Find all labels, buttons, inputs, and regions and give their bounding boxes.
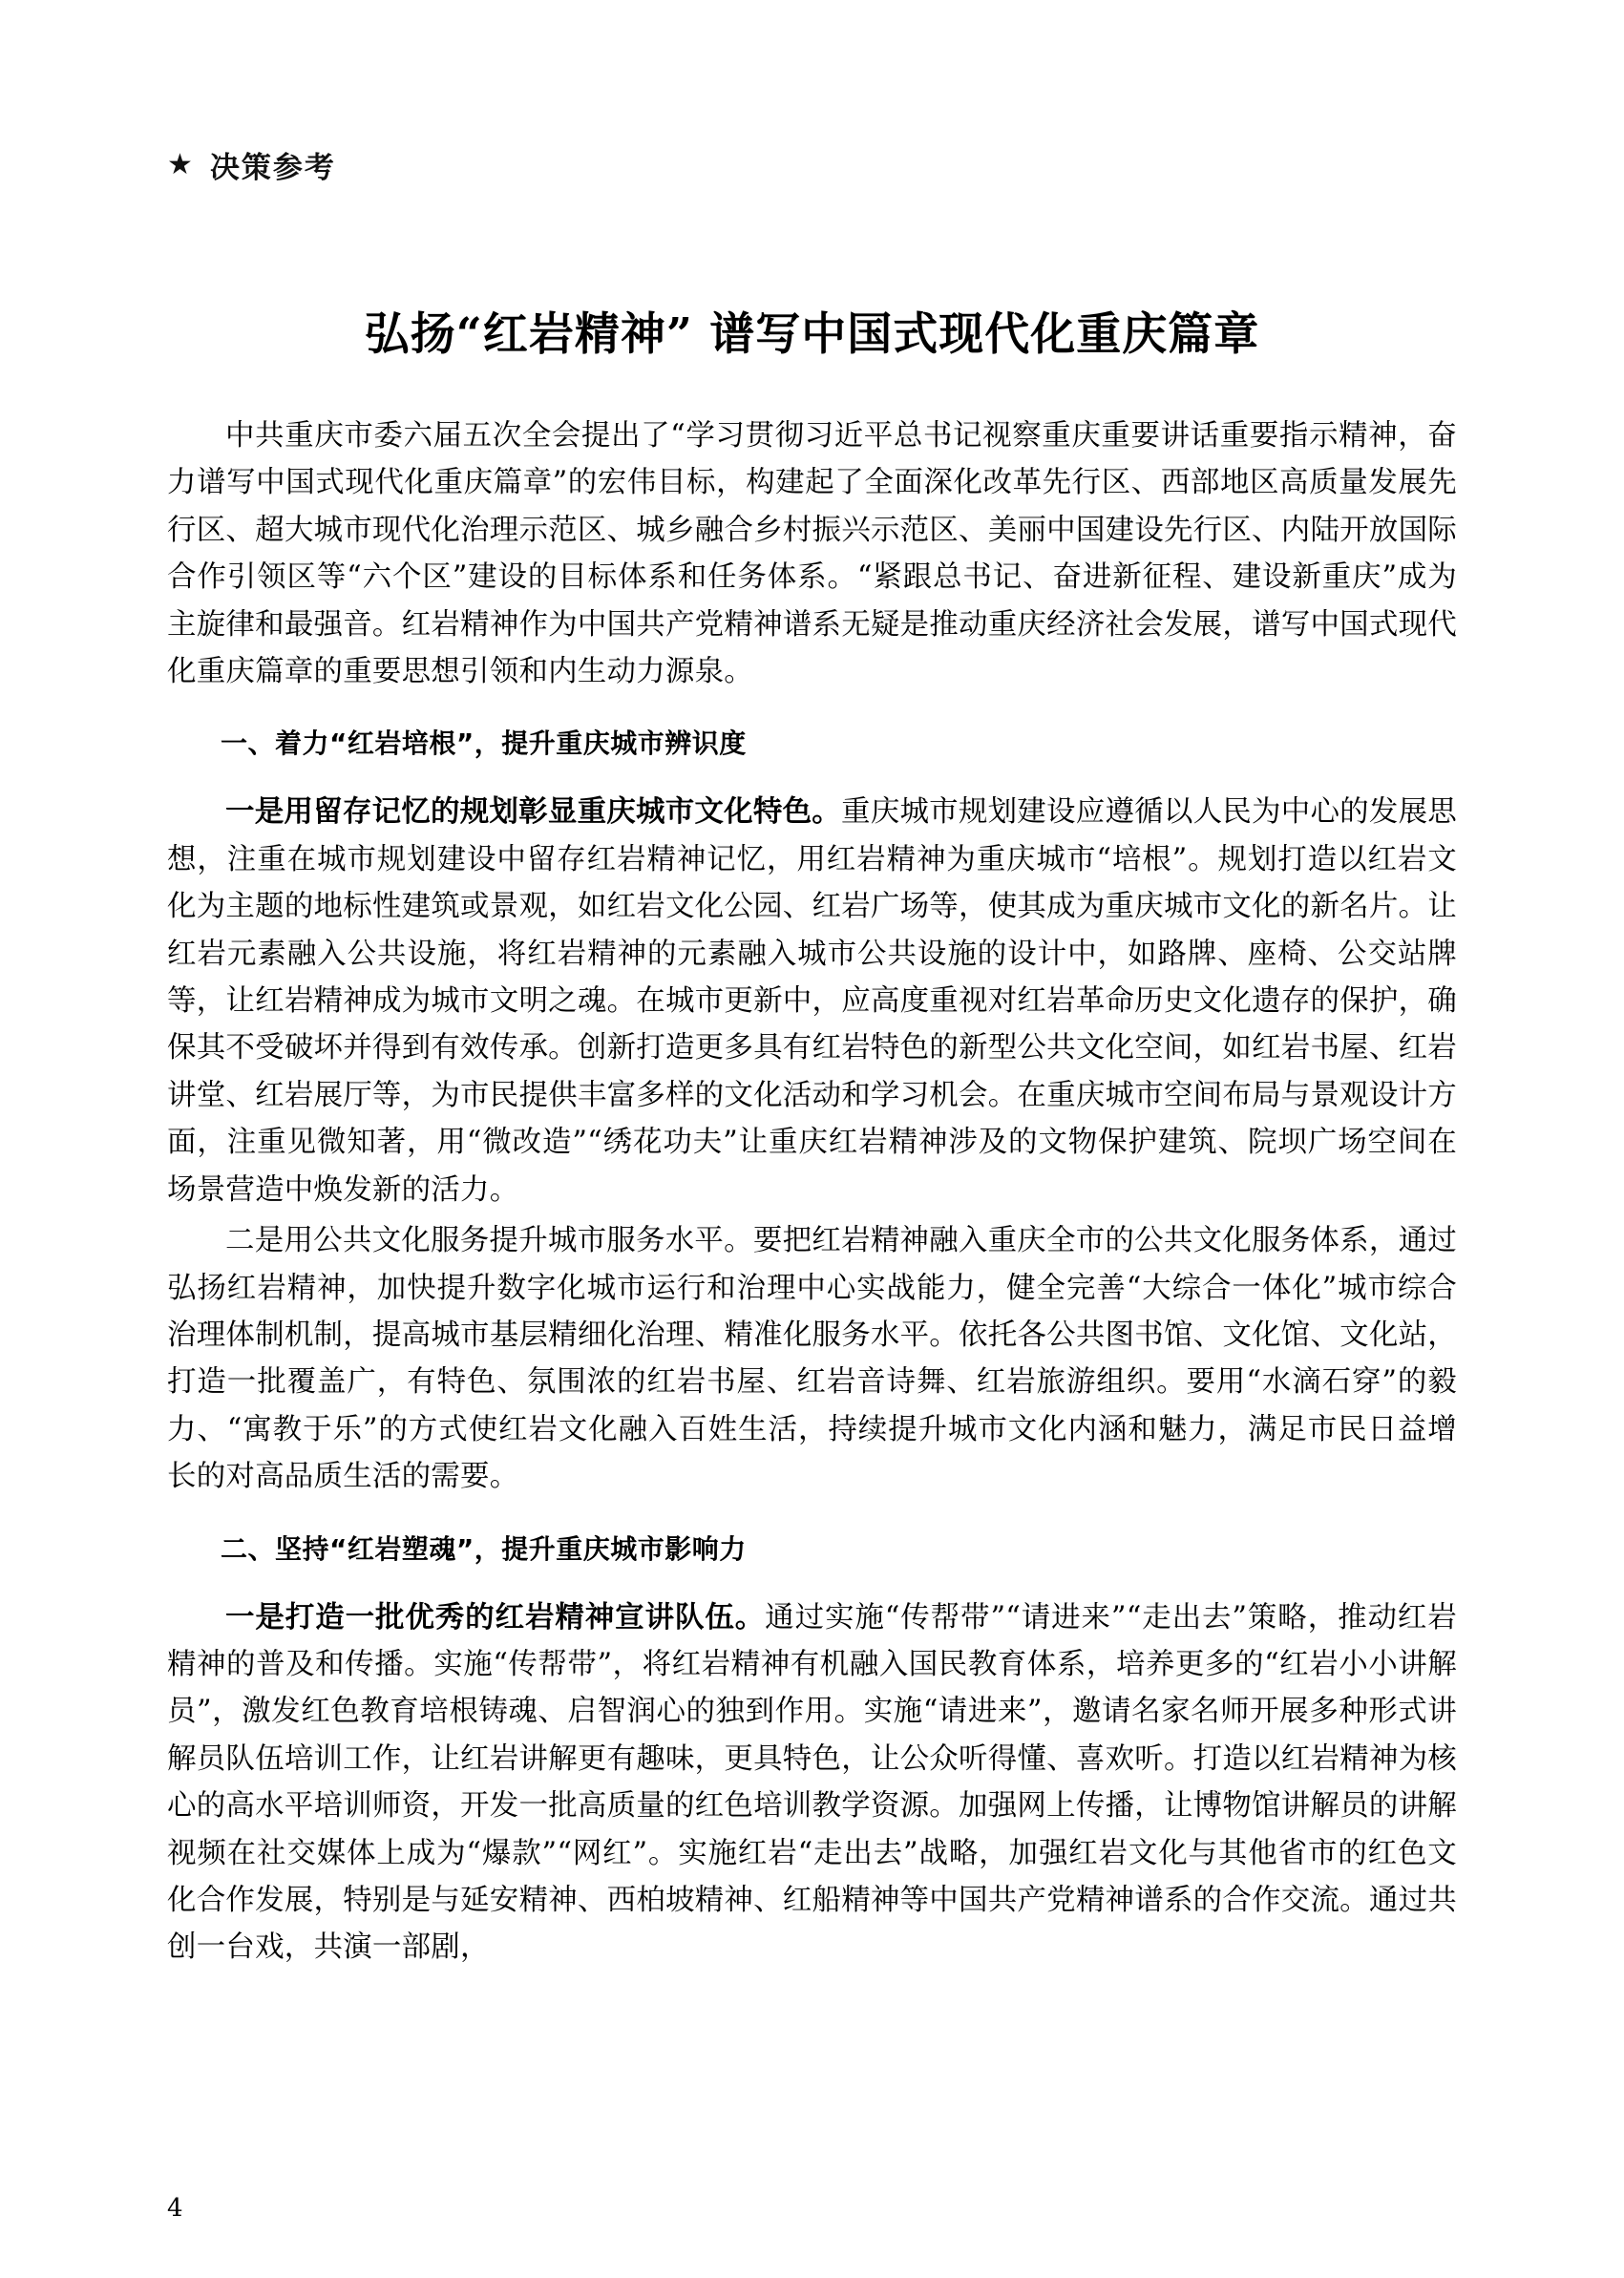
paragraph-intro: 中共重庆市委六届五次全会提出了“学习贯彻习近平总书记视察重庆重要讲话重要指示精神，奋力谱写中国式现代化重庆篇章”的宏伟目标，构建起了全面深化改革先行区、西部地区高质量发展先行区、超大城市现代化治理示范区、城乡融合乡村振兴示范区、美丽中国建设先行区、内陆开放国际合作引领区等“六个区”建设的目标体系和任务体系。“紧跟总书记、奋进新征程、建设新重庆”成为主旋律和最强音。红岩精神作为中国共产党精神谱系无疑是推动重庆经济社会发展，谱写中国式现代化重庆篇章的重要思想引领和内生动力源泉。 (167, 419, 1457, 689)
article-body (167, 412, 1457, 1972)
page-title: 弘扬“红岩精神” 谱写中国式现代化重庆篇章 (364, 308, 1260, 361)
paragraph-1-rest: 重庆城市规划建设应遵循以人民为中心的发展思想，注重在城市规划建设中留存红岩精神记忆，用红岩精神为重庆城市“培根”。规划打造以红岩文化为主题的地标性建筑或景观，如红岩文化公园、红岩广场等，使其成为重庆城市文化的新名片。让红岩元素融入公共设施，将红岩精神的元素融入城市公共设施的设计中，如路牌、座椅、公交站牌等，让红岩精神成为城市文明之魂。在城市更新中，应高度重视对红岩革命历史文化遗存的保护，确保其不受破坏并得到有效传承。创新打造更多具有红岩特色的新型公共文化空间，如红岩书屋、红岩讲堂、红岩展厅等，为市民提供丰富多样的文化活动和学习机会。在重庆城市空间布局与景观设计方面，注重见微知著，用“微改造”“绣花功夫”让重庆红岩精神涉及的文物保护建筑、院坝广场空间在场景营造中焕发新的活力。 (167, 795, 1458, 1207)
section-header-label: 决策参考 (209, 151, 336, 185)
section-header (167, 143, 1457, 186)
paragraph-1-lead: 一是用留存记忆的规划彰显重庆城市文化特色。 (225, 794, 842, 830)
subheading-1: 一、着力“红岩培根”，提升重庆城市辨识度 (221, 728, 747, 760)
star-icon: ★ (167, 147, 193, 181)
paragraph-1 (167, 789, 1457, 1213)
paragraph-3-rest: 通过实施“传帮带”“请进来”“走出去”策略，推动红岩精神的普及和传播。实施“传帮带”，将红岩精神有机融入国民教育体系，培养更多的“红岩小小讲解员”，激发红色教育培根铸魂、启智润心的独到作用。实施“请进来”，邀请名家名师开展多种形式讲解员队伍培训工作，让红岩讲解更有趣味，更具特色，让公众听得懂、喜欢听。打造以红岩精神为核心的高水平培训师资，开发一批高质量的红色培训教学资源。加强网上传播，让博物馆讲解员的讲解视频在社交媒体上成为“爆款”“网红”。实施红岩“走出去”战略，加强红岩文化与其他省市的红色文化合作发展，特别是与延安精神、西柏坡精神、红船精神等中国共产党精神谱系的合作交流。通过共创一台戏，共演一部剧， (167, 1600, 1457, 1965)
paragraph-2: 二是用公共文化服务提升城市服务水平。要把红岩精神融入重庆全市的公共文化服务体系，通过弘扬红岩精神，加快提升数字化城市运行和治理中心实战能力，健全完善“大综合一体化”城市综合治理体制机制，提高城市基层精细化治理、精准化服务水平。依托各公共图书馆、文化馆、文化站，打造一批覆盖广，有特色、氛围浓的红岩书屋、红岩音诗舞、红岩旅游组织。要用“水滴石穿”的毅力、“寓教于乐”的方式使红岩文化融入百姓生活，持续提升城市文化内涵和魅力，满足市民日益增长的对高品质生活的需要。 (167, 1224, 1457, 1494)
page-number: 4 (167, 2194, 183, 2223)
subheading-2: 二、坚持“红岩塑魂”，提升重庆城市影响力 (221, 1532, 747, 1565)
paragraph-3-lead: 一是打造一批优秀的红岩精神宣讲队伍。 (225, 1599, 766, 1635)
paragraph-3 (167, 1594, 1457, 1972)
